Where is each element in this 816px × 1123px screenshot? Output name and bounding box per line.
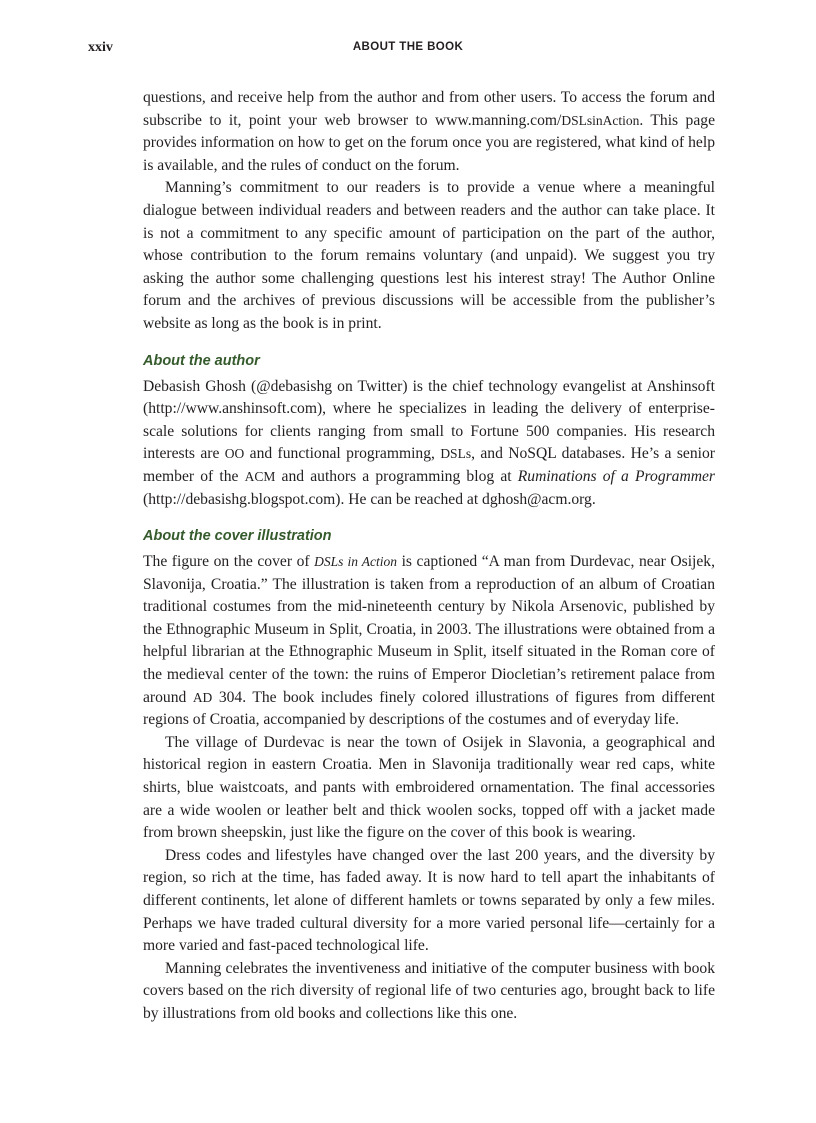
forum-paragraph-1: questions, and receive help from the author and from other users. To access the forum and subscribe to it, point your web browser to www.manning.com/DSLsinAction. This page provides information on how to get on the forum once you are registered, what kind of help is available, and the rules of conduct on the forum.: [143, 89, 715, 174]
forum-url-smallcaps: DSLsinAction: [561, 112, 640, 128]
cover-paragraph-2: The village of Durdevac is near the town of Osijek in Slavonia, a geographical and historical region in eastern Croatia. Men in Slavonija traditionally wear red caps, white shirts, blue waistcoats, and pants with embroidered ornamentation. The final accessories are a wide woolen or leather belt and thick woolen socks, topped off with a jacket made from brown sheepskin, just like the figure on the cover of this book is wearing.: [143, 733, 715, 842]
cover-paragraph-3: Dress codes and lifestyles have changed over the last 200 years, and the diversity by region, so rich at the time, has faded away. It is now hard to tell apart the inhabitants of different continents, let alone of different hamlets or towns separated by only a few miles. Perhaps we have traded cultural diversity for a more varied personal life—certainly for a more varied and fast-paced technological life.: [143, 846, 715, 955]
oo-smallcaps: OO: [224, 446, 245, 462]
blog-title: Ruminations of a Programmer: [517, 467, 715, 485]
acm-smallcaps: ACM: [244, 468, 276, 484]
author-paragraph: Debasish Ghosh (@debasishg on Twitter) is the chief technology evangelist at Anshinsoft (http://www.anshinsoft.com), where he specializes in leading the delivery of enterprise-scale solutions for clients ranging from small to Fortune 500 companies. His research interests are OO and functional programming, DSLs, and NoSQL databases. He’s a senior member of the ACM and authors a programming blog at Ruminations of a Programmer (http://debasishg.blogspot.com). He can be reached at dghosh@acm.org.: [143, 377, 715, 508]
page-header: [88, 40, 728, 62]
dsls-smallcaps: DSLs: [440, 446, 472, 462]
page-number: xxiv: [88, 40, 113, 55]
about-author-heading: About the author: [143, 352, 260, 369]
forum-paragraph-2: Manning’s commitment to our readers is to provide a venue where a meaningful dialogue between individual readers and between readers and the author can take place. It is not a commitment to any specific amount of participation on the part of the author, whose contribution to the forum remains voluntary (and unpaid). We suggest you try asking the author some challenging questions lest his interest stray! The Author Online forum and the archives of previous discussions will be accessible from the publisher’s website as long as the book is in print.: [143, 179, 715, 332]
book-title: DSLs in Action: [314, 554, 398, 570]
running-head: ABOUT THE BOOK: [352, 41, 464, 53]
page-body: [143, 87, 715, 1026]
about-cover-heading: About the cover illustration: [143, 528, 332, 545]
cover-paragraph-1: The figure on the cover of DSLs in Action is captioned “A man from Durdevac, near Osijek, Slavonija, Croatia.” The illustration is taken from a reproduction of an album of Croatian traditional costumes from the mid-nineteenth century by Nikola Arsenovic, published by the Ethnographic Museum in Split, Croatia, in 2003. The illustrations were obtained from a helpful librarian at the Ethnographic Museum in Split, itself situated in the Roman core of the medieval center of the town: the ruins of Emperor Diocletian’s retirement palace from around AD 304. The book includes finely colored illustrations of figures from different regions of Croatia, accompanied by descriptions of the costumes and of everyday life.: [143, 553, 716, 729]
ad-smallcaps: AD: [192, 689, 213, 705]
cover-paragraph-4: Manning celebrates the inventiveness and initiative of the computer business with book covers based on the rich diversity of regional life of two centuries ago, brought back to life by illustrations from old books and collections like this one.: [143, 959, 715, 1022]
